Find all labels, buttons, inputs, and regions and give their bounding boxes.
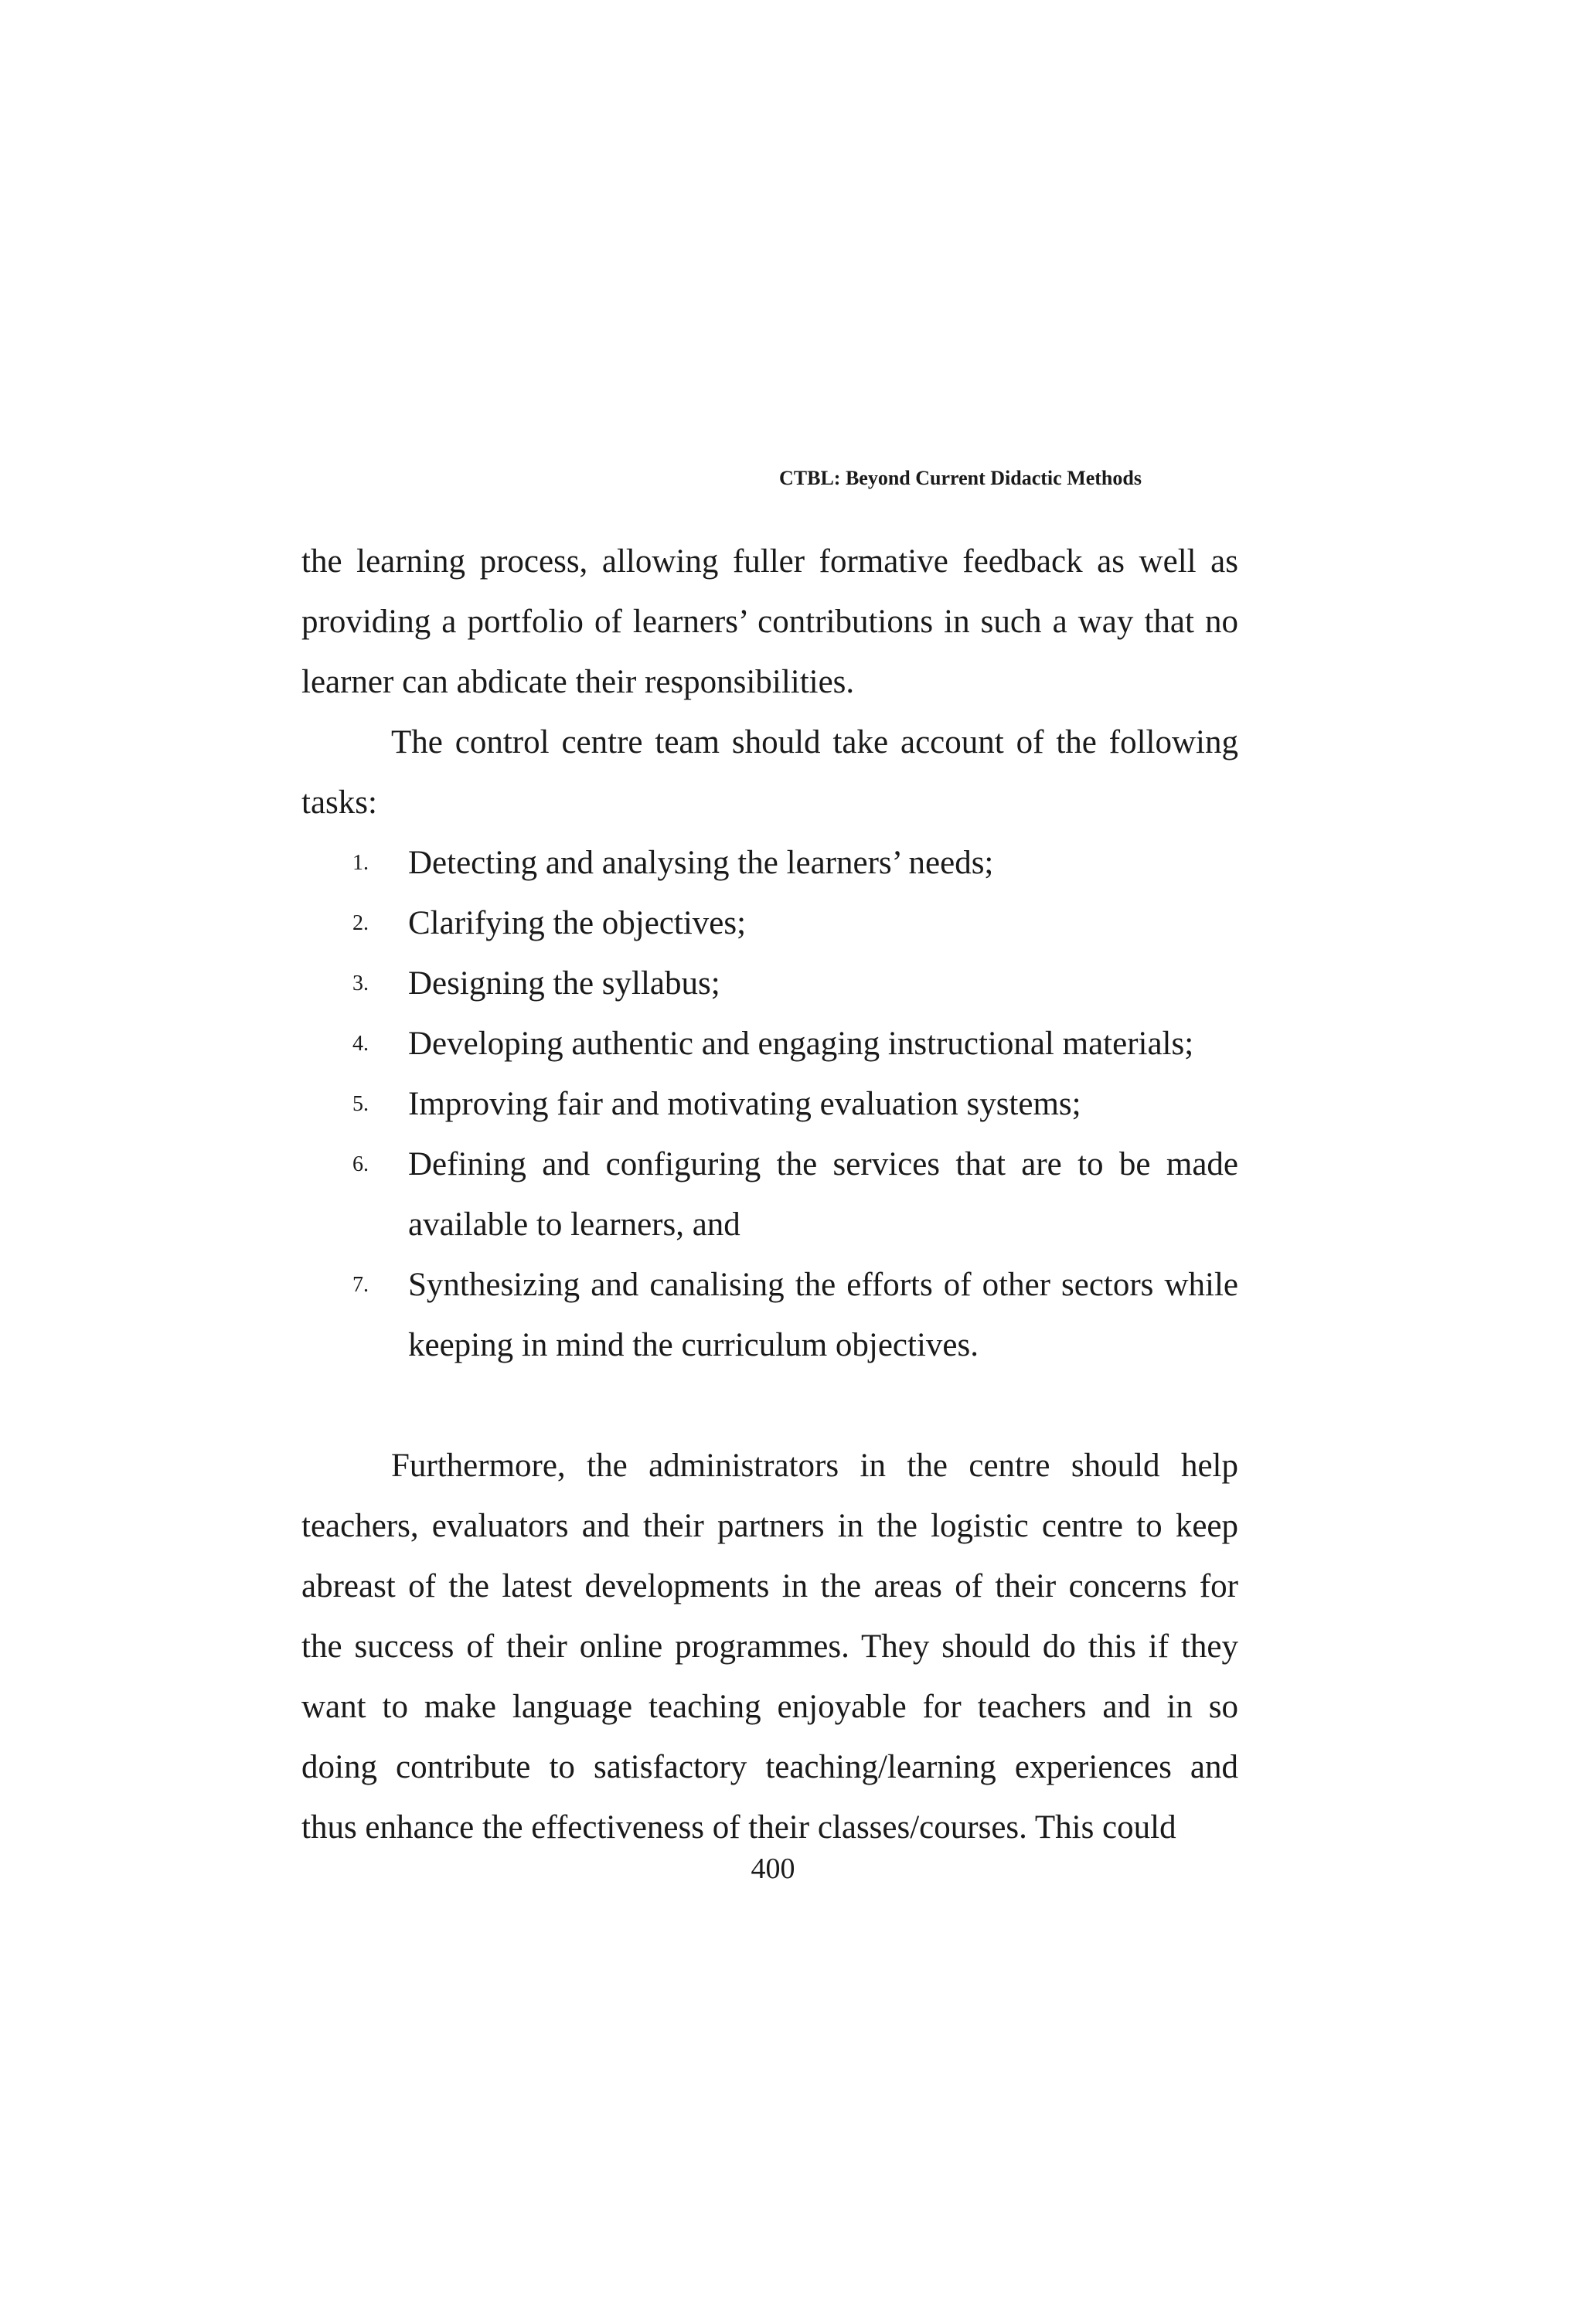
task-item xyxy=(301,1014,1238,1074)
paragraph-intro: The control centre team should take account of the following tasks: xyxy=(301,724,1238,821)
running-head-title: CTBL: Beyond Current Didactic Methods xyxy=(779,467,1142,489)
task-text: Developing authentic and engaging instructional materials; xyxy=(408,1026,1194,1062)
task-item xyxy=(301,1074,1238,1135)
task-text: Improving fair and motivating evaluation systems; xyxy=(408,1086,1081,1122)
task-list xyxy=(301,833,1238,1376)
task-item xyxy=(301,1255,1238,1376)
task-number: 7. xyxy=(352,1273,369,1297)
task-text: Designing the syllabus; xyxy=(408,965,720,1002)
task-number: 5. xyxy=(352,1092,369,1116)
paragraph-spacer xyxy=(301,1376,1238,1436)
task-item xyxy=(301,893,1238,954)
task-item xyxy=(301,833,1238,893)
paragraph-furthermore: Furthermore, the administrators in the centre should help teachers, evaluators and their partners in the logistic centre to keep abreast of the latest developments in the areas of their concerns for the success of their online programmes. They should do this if they want to make language teaching enjoyable for teachers and in so doing contribute to satisfactory teaching/learning experiences and thus enhance the effectiveness of their classes/courses. This could xyxy=(301,1448,1238,1846)
task-text: Clarifying the objectives; xyxy=(408,905,747,941)
task-text: Synthesizing and canalising the efforts of other sectors while keeping in mind the curriculum objectives. xyxy=(408,1267,1238,1363)
paragraph-continued: the learning process, allowing fuller formative feedback as well as providing a portfolio of learners’ contributions in such a way that no learner can abdicate their responsibilities. xyxy=(301,543,1238,700)
task-item xyxy=(301,1135,1238,1255)
task-number: 1. xyxy=(352,851,369,875)
task-number: 3. xyxy=(352,971,369,995)
task-number: 4. xyxy=(352,1032,369,1056)
task-text: Detecting and analysing the learners’ needs; xyxy=(408,845,994,881)
main-text xyxy=(301,532,1238,1858)
page-number: 400 xyxy=(751,1853,795,1885)
task-text: Defining and configuring the services that are to be made available to learners, and xyxy=(408,1146,1238,1243)
task-number: 2. xyxy=(352,911,369,935)
task-item xyxy=(301,954,1238,1014)
task-number: 6. xyxy=(352,1152,369,1176)
